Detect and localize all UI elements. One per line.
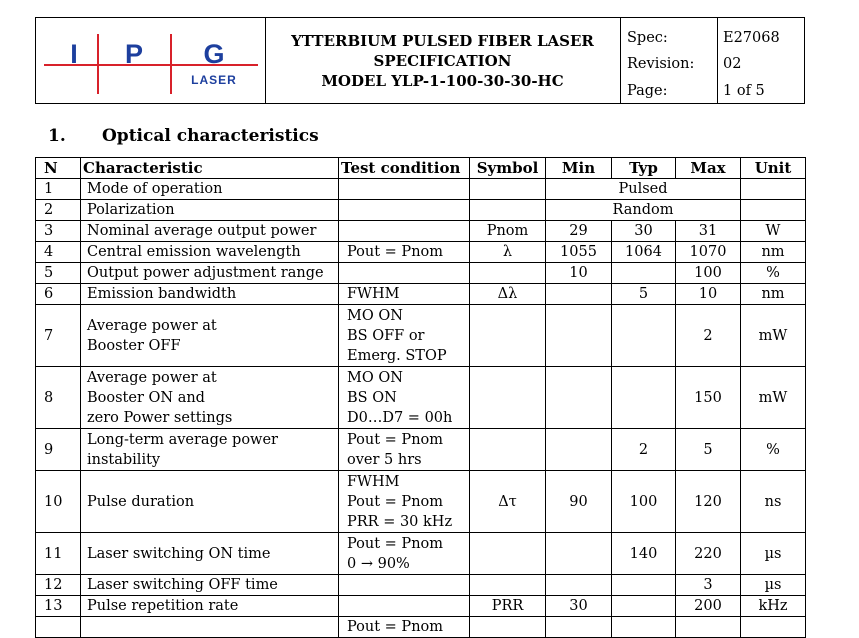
column-header: Test condition: [339, 158, 470, 179]
table-row: [36, 367, 806, 429]
revision-value: 02: [723, 56, 742, 72]
ipg-laser-logo: [36, 18, 265, 103]
table-row: [36, 179, 806, 200]
unit-cell: [741, 179, 806, 200]
row-number: 8: [36, 367, 81, 429]
column-header: Unit: [741, 158, 806, 179]
optical-characteristics-table: [35, 157, 806, 638]
table-row: [36, 263, 806, 284]
max-cell: 31: [676, 221, 741, 242]
unit-cell: nm: [741, 284, 806, 305]
test-condition-cell: [339, 596, 470, 617]
typ-cell: 2: [612, 429, 676, 471]
max-cell: 150: [676, 367, 741, 429]
unit-cell: kHz: [741, 596, 806, 617]
spec-value: E27068: [723, 30, 780, 46]
typ-cell: [612, 596, 676, 617]
row-number: 12: [36, 575, 81, 596]
table-row: [36, 596, 806, 617]
row-number: 1: [36, 179, 81, 200]
min-cell: 30: [546, 596, 612, 617]
table-row: [36, 617, 806, 638]
test-condition-cell: Pout = Pnom: [339, 242, 470, 263]
table-row: [36, 429, 806, 471]
symbol-cell: [470, 200, 546, 221]
characteristic-cell: Emission bandwidth: [81, 284, 339, 305]
test-condition-cell: FWHM: [339, 284, 470, 305]
revision-label: Revision:: [627, 56, 695, 72]
min-cell: [546, 284, 612, 305]
symbol-cell: [470, 429, 546, 471]
column-header: Min: [546, 158, 612, 179]
min-cell: 90: [546, 471, 612, 533]
min-cell: [546, 305, 612, 367]
characteristic-cell: Pulse repetition rate: [81, 596, 339, 617]
row-number: 5: [36, 263, 81, 284]
column-header: Max: [676, 158, 741, 179]
unit-cell: µs: [741, 575, 806, 596]
row-number: 7: [36, 305, 81, 367]
unit-cell: [741, 200, 806, 221]
table-row: [36, 471, 806, 533]
min-cell: [546, 533, 612, 575]
logo-letter-g: G: [203, 39, 225, 69]
logo-letter-i: I: [70, 39, 78, 69]
symbol-cell: [470, 575, 546, 596]
value-span-cell: Random: [546, 200, 741, 221]
logo-subtitle: LASER: [191, 73, 237, 87]
table-row: [36, 305, 806, 367]
max-cell: 100: [676, 263, 741, 284]
test-condition-cell: Pout = Pnom over 5 hrs: [339, 429, 470, 471]
typ-cell: 30: [612, 221, 676, 242]
logo-letter-p: P: [124, 39, 144, 69]
characteristic-cell: Polarization: [81, 200, 339, 221]
page-value: 1 of 5: [723, 83, 765, 99]
symbol-cell: [470, 263, 546, 284]
document-title: [265, 18, 621, 103]
typ-cell: [612, 617, 676, 638]
table-row: [36, 533, 806, 575]
test-condition-cell: [339, 263, 470, 284]
characteristic-cell: Long-term average power instability: [81, 429, 339, 471]
symbol-cell: [470, 533, 546, 575]
max-cell: 2: [676, 305, 741, 367]
row-number: 10: [36, 471, 81, 533]
typ-cell: [612, 575, 676, 596]
table-header-row: [36, 158, 806, 179]
characteristic-cell: Mode of operation: [81, 179, 339, 200]
unit-cell: %: [741, 429, 806, 471]
typ-cell: [612, 305, 676, 367]
min-cell: [546, 429, 612, 471]
logo-cell: [36, 18, 266, 103]
unit-cell: µs: [741, 533, 806, 575]
min-cell: [546, 575, 612, 596]
unit-cell: nm: [741, 242, 806, 263]
max-cell: 10: [676, 284, 741, 305]
section-number: 1.: [48, 126, 66, 146]
typ-cell: 5: [612, 284, 676, 305]
characteristic-cell: [81, 617, 339, 638]
column-header: N: [36, 158, 81, 179]
unit-cell: [741, 617, 806, 638]
row-number: 9: [36, 429, 81, 471]
typ-cell: [612, 263, 676, 284]
unit-cell: W: [741, 221, 806, 242]
typ-cell: 140: [612, 533, 676, 575]
max-cell: 120: [676, 471, 741, 533]
table-row: [36, 200, 806, 221]
spec-label: Spec:: [627, 30, 668, 46]
max-cell: 1070: [676, 242, 741, 263]
test-condition-cell: Pout = Pnom 0 → 90%: [339, 533, 470, 575]
column-header: Characteristic: [81, 158, 339, 179]
symbol-cell: [470, 367, 546, 429]
table-row: [36, 221, 806, 242]
typ-cell: 1064: [612, 242, 676, 263]
table-body: [36, 179, 806, 638]
max-cell: 5: [676, 429, 741, 471]
characteristic-cell: Output power adjustment range: [81, 263, 339, 284]
row-number: [36, 617, 81, 638]
max-cell: [676, 617, 741, 638]
characteristic-cell: Average power at Booster ON and zero Power settings: [81, 367, 339, 429]
characteristic-cell: Laser switching ON time: [81, 533, 339, 575]
test-condition-cell: MO ON BS ON D0…D7 = 00h: [339, 367, 470, 429]
row-number: 3: [36, 221, 81, 242]
symbol-cell: [470, 179, 546, 200]
characteristic-cell: Pulse duration: [81, 471, 339, 533]
unit-cell: ns: [741, 471, 806, 533]
table-row: [36, 284, 806, 305]
title-line-1: YTTERBIUM PULSED FIBER LASER: [291, 32, 594, 50]
max-cell: 200: [676, 596, 741, 617]
row-number: 6: [36, 284, 81, 305]
symbol-cell: λ: [470, 242, 546, 263]
row-number: 11: [36, 533, 81, 575]
test-condition-cell: Pout = Pnom: [339, 617, 470, 638]
unit-cell: mW: [741, 367, 806, 429]
unit-cell: %: [741, 263, 806, 284]
max-cell: 3: [676, 575, 741, 596]
symbol-cell: Δτ: [470, 471, 546, 533]
symbol-cell: [470, 617, 546, 638]
test-condition-cell: [339, 221, 470, 242]
test-condition-cell: MO ON BS OFF or Emerg. STOP: [339, 305, 470, 367]
section-heading: [48, 126, 319, 146]
unit-cell: mW: [741, 305, 806, 367]
document-header: [35, 17, 805, 104]
max-cell: 220: [676, 533, 741, 575]
min-cell: 1055: [546, 242, 612, 263]
row-number: 2: [36, 200, 81, 221]
symbol-cell: Pnom: [470, 221, 546, 242]
page-label: Page:: [627, 83, 668, 99]
min-cell: [546, 367, 612, 429]
document-meta: [621, 18, 804, 103]
column-header: Typ: [612, 158, 676, 179]
characteristic-cell: Central emission wavelength: [81, 242, 339, 263]
test-condition-cell: [339, 200, 470, 221]
test-condition-cell: FWHM Pout = Pnom PRR = 30 kHz: [339, 471, 470, 533]
min-cell: 10: [546, 263, 612, 284]
title-line-2: SPECIFICATION: [373, 52, 512, 70]
test-condition-cell: [339, 575, 470, 596]
characteristic-cell: Nominal average output power: [81, 221, 339, 242]
test-condition-cell: [339, 179, 470, 200]
min-cell: [546, 617, 612, 638]
min-cell: 29: [546, 221, 612, 242]
characteristic-cell: Laser switching OFF time: [81, 575, 339, 596]
row-number: 4: [36, 242, 81, 263]
section-title: Optical characteristics: [102, 126, 319, 146]
row-number: 13: [36, 596, 81, 617]
symbol-cell: PRR: [470, 596, 546, 617]
table-row: [36, 242, 806, 263]
value-span-cell: Pulsed: [546, 179, 741, 200]
symbol-cell: Δλ: [470, 284, 546, 305]
model-name: MODEL YLP-1-100-30-30-HC: [321, 72, 564, 90]
typ-cell: [612, 367, 676, 429]
characteristic-cell: Average power at Booster OFF: [81, 305, 339, 367]
symbol-cell: [470, 305, 546, 367]
column-header: Symbol: [470, 158, 546, 179]
table-row: [36, 575, 806, 596]
typ-cell: 100: [612, 471, 676, 533]
